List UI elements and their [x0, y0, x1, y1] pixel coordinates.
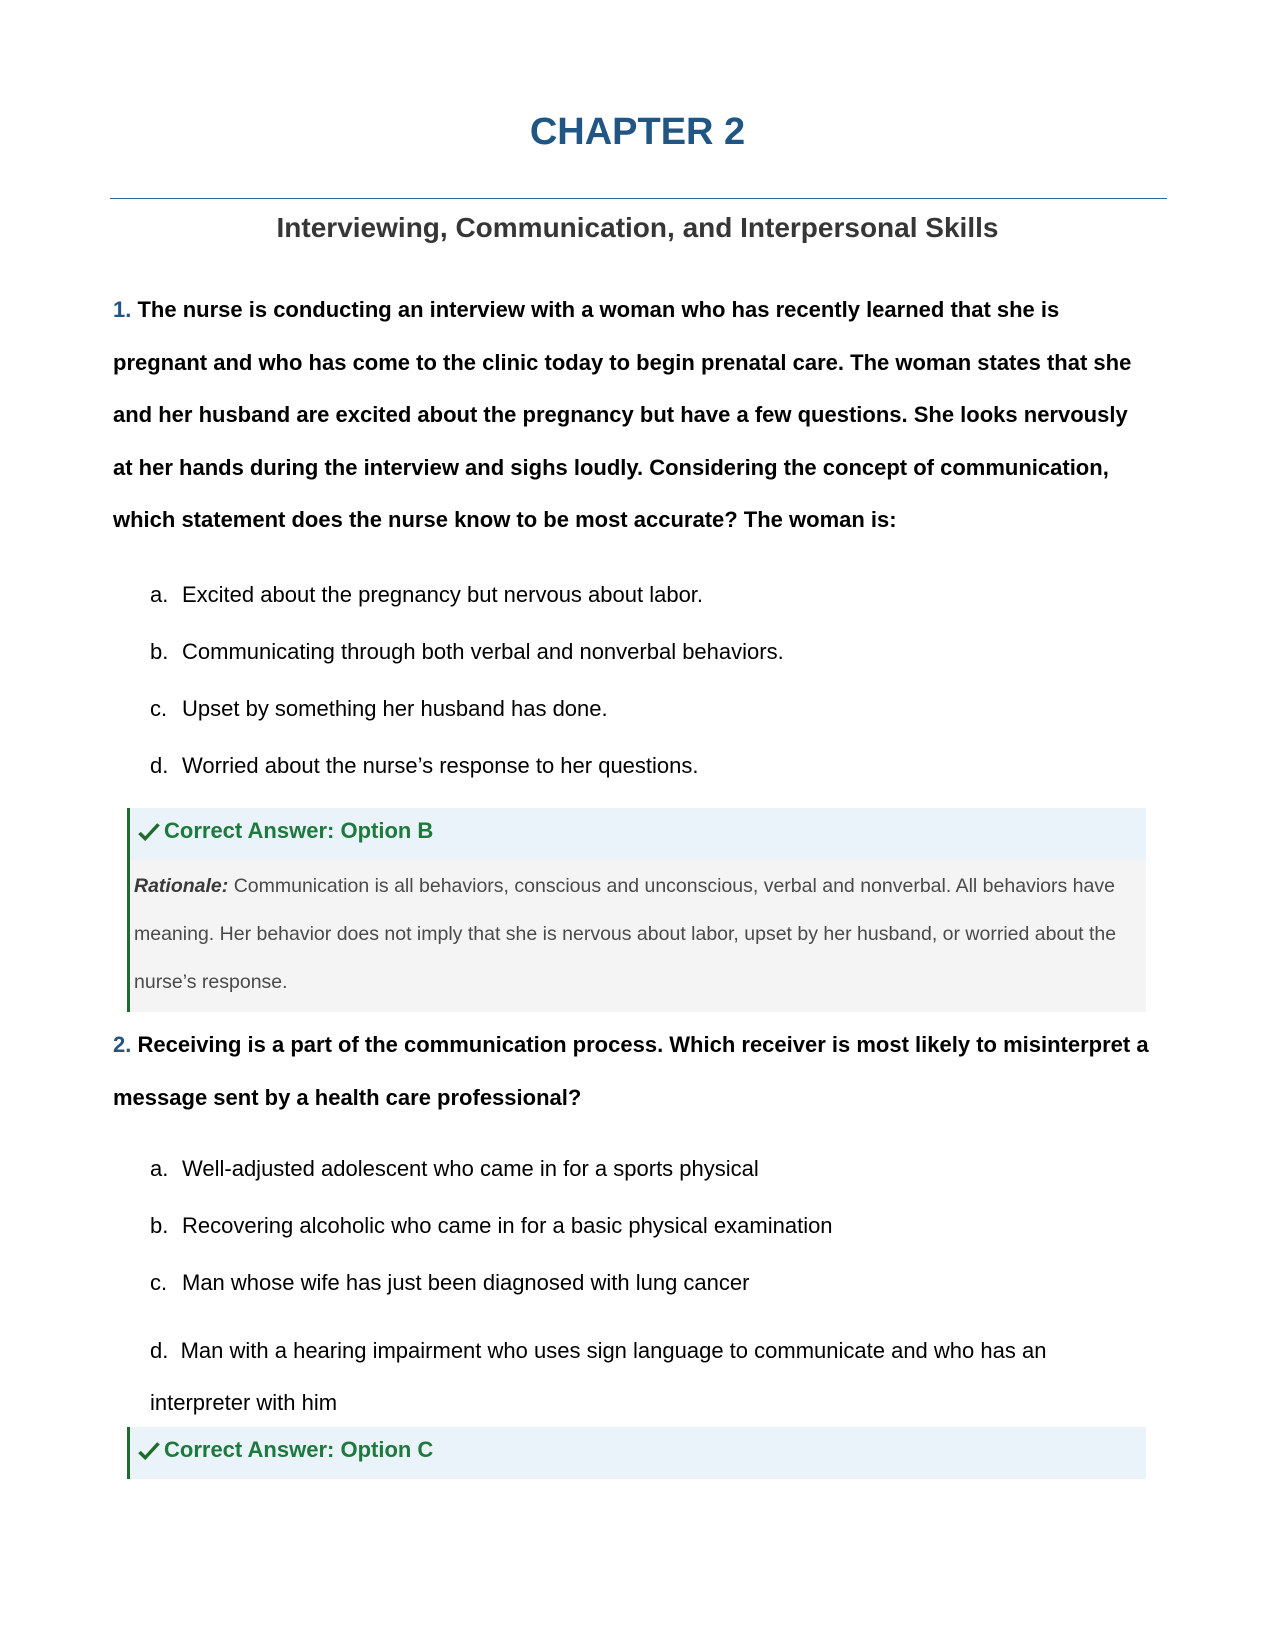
title-divider — [110, 198, 1167, 199]
answer-box-2 — [127, 1427, 1146, 1479]
question-number: 2. — [113, 1032, 132, 1057]
option-letter: c. — [150, 1270, 168, 1295]
question-number: 1. — [113, 297, 132, 322]
rationale — [130, 860, 1146, 1012]
option-text: Upset by something her husband has done. — [182, 696, 608, 721]
option-letter: d. — [150, 1338, 169, 1363]
option-text: Communicating through both verbal and nonverbal behaviors. — [182, 639, 784, 664]
question-1 — [113, 284, 1153, 547]
chapter-subtitle: Interviewing, Communication, and Interpersonal Skills — [276, 212, 999, 243]
correct-answer-label: Correct Answer: Option C — [164, 1437, 434, 1462]
answer-header — [130, 1427, 1146, 1479]
q2-option-d[interactable] — [150, 1325, 1110, 1429]
q2-option-c[interactable] — [150, 1268, 1150, 1298]
rationale-text: Communication is all behaviors, conscious and unconscious, verbal and nonverbal. All behaviors have meaning. Her behavior does not imply that she is nervous about labor, upset by her husband, or worried about the nurse’s response. — [134, 875, 1117, 993]
rationale-label: Rationale: — [134, 875, 229, 897]
option-text: Excited about the pregnancy but nervous about labor. — [182, 582, 704, 607]
option-letter: d. — [150, 753, 169, 778]
q1-option-a[interactable] — [150, 580, 1150, 610]
option-letter: a. — [150, 582, 169, 607]
checkmark-icon — [136, 820, 162, 846]
q1-option-d[interactable] — [150, 751, 1150, 781]
chapter-title: CHAPTER 2 — [529, 111, 746, 153]
option-text: Worried about the nurse’s response to her questions. — [182, 753, 699, 778]
checkmark-icon — [136, 1439, 162, 1465]
option-letter: c. — [150, 696, 168, 721]
option-text: Well-adjusted adolescent who came in for a sports physical — [182, 1156, 759, 1181]
q2-option-b[interactable] — [150, 1211, 1150, 1241]
question-text: Receiving is a part of the communication process. Which receiver is most likely to misinterpret a message sent by a health care professional? — [113, 1032, 1149, 1110]
option-letter: b. — [150, 1213, 169, 1238]
q1-option-b[interactable] — [150, 637, 1150, 667]
question-2 — [113, 1019, 1153, 1124]
option-letter: b. — [150, 639, 169, 664]
q2-option-a[interactable] — [150, 1154, 1150, 1184]
option-text: Man whose wife has just been diagnosed with lung cancer — [182, 1270, 750, 1295]
answer-header — [130, 808, 1146, 860]
q1-option-c[interactable] — [150, 694, 1150, 724]
option-text: Man with a hearing impairment who uses sign language to communicate and who has an interpreter with him — [150, 1338, 1047, 1415]
question-text: The nurse is conducting an interview with a woman who has recently learned that she is pregnant and who has come to the clinic today to begin prenatal care. The woman states that she and her husband are excited about the pregnancy but have a few questions. She looks nervously at her hands during the interview and sighs loudly. Considering the concept of communication, which statement does the nurse know to be most accurate? The woman is: — [113, 297, 1132, 532]
correct-answer-label: Correct Answer: Option B — [164, 818, 434, 843]
option-text: Recovering alcoholic who came in for a basic physical examination — [182, 1213, 833, 1238]
answer-box-1 — [127, 808, 1146, 1012]
option-letter: a. — [150, 1156, 169, 1181]
